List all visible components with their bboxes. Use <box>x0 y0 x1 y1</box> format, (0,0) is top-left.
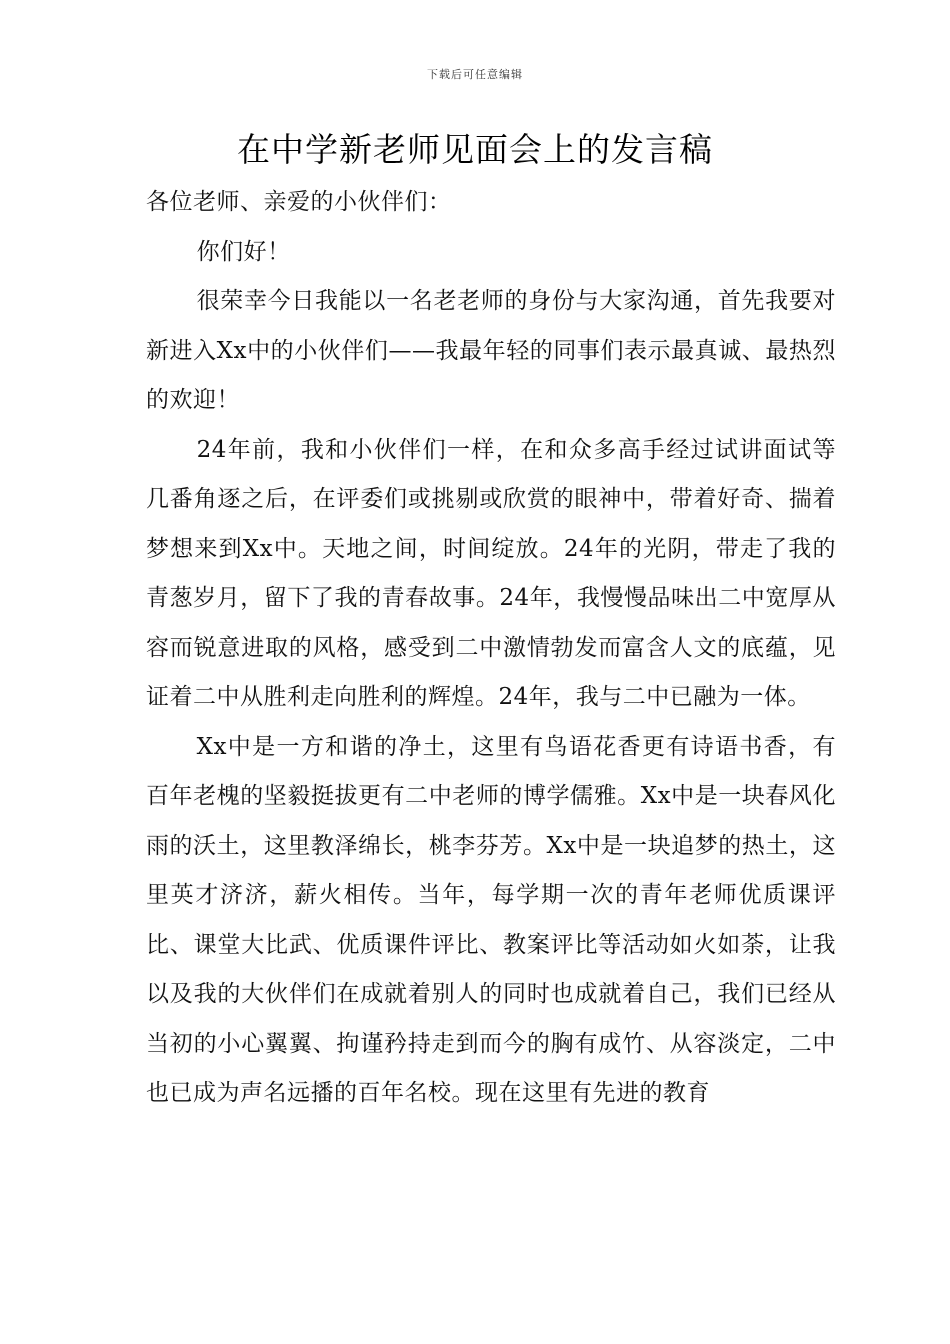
header-note: 下载后可任意编辑 <box>427 68 523 81</box>
paragraph: 很荣幸今日我能以一名老老师的身份与大家沟通，首先我要对新进入Xx中的小伙伴们——我最年轻的同事们表示最真诚、最热烈的欢迎！ <box>146 288 836 413</box>
document-title: 在中学新老师见面会上的发言稿 <box>237 130 713 169</box>
document-body <box>146 178 836 1119</box>
paragraph: Xx中是一方和谐的净土，这里有鸟语花香更有诗语书香，有百年老槐的坚毅挺拔更有二中老师的博学儒雅。Xx中是一块春风化雨的沃土，这里教泽绵长，桃李芬芳。Xx中是一块追梦的热土，这里英才济济，薪火相传。当年，每学期一次的青年老师优质课评比、课堂大比武、优质课件评比、教案评比等活动如火如荼，让我以及我的大伙伴们在成就着别人的同时也成就着自己，我们已经从当初的小心翼翼、拘谨矜持走到而今的胸有成竹、从容淡定，二中也已成为声名远播的百年名校。现在这里有先进的教育 <box>146 733 836 1106</box>
paragraph: 你们好！ <box>196 238 291 265</box>
greeting-line: 各位老师、亲爱的小伙伴们： <box>146 189 452 215</box>
paragraph: 24年前，我和小伙伴们一样，在和众多高手经过试讲面试等几番角逐之后，在评委们或挑剔或欣赏的眼神中，带着好奇、揣着梦想来到Xx中。天地之间，时间绽放。24年的光阴，带走了我的青葱岁月，留下了我的青春故事。24年，我慢慢品味出二中宽厚从容而锐意进取的风格，感受到二中激情勃发而富含人文的底蕴，见证着二中从胜利走向胜利的辉煌。24年，我与二中已融为一体。 <box>146 436 836 710</box>
